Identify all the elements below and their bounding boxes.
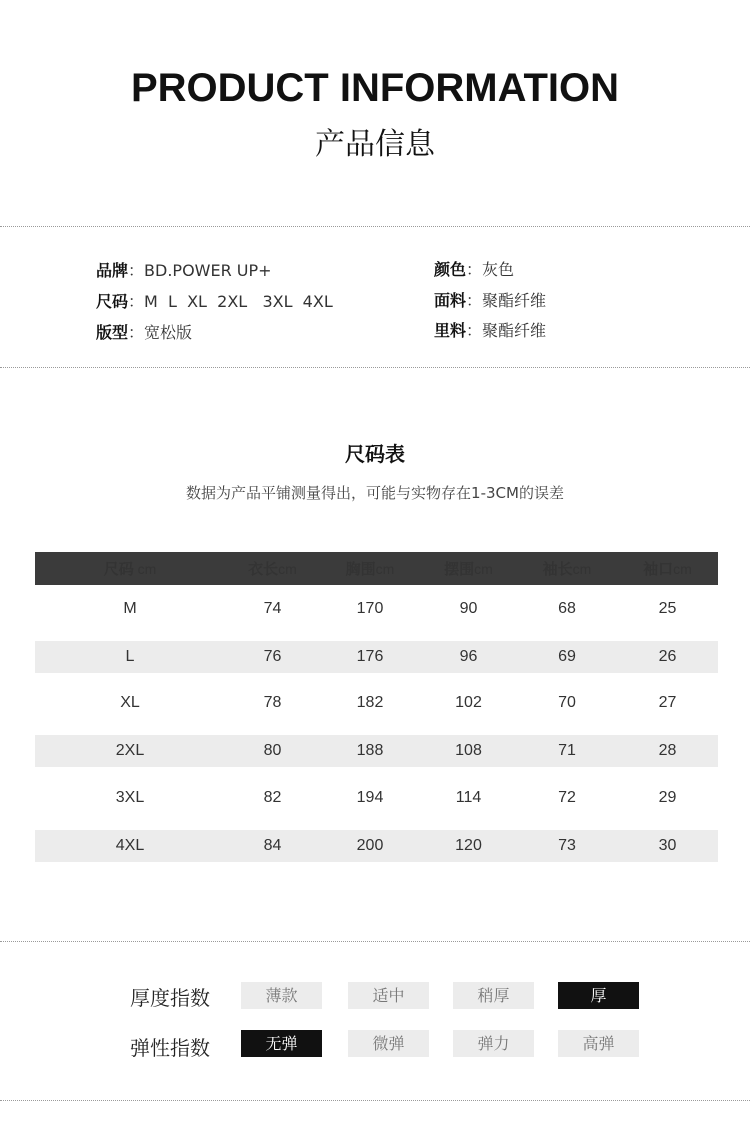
- cell-hem: 96: [459, 647, 478, 665]
- info-color-value: 灰色: [482, 260, 515, 279]
- info-sizes: [96, 289, 333, 312]
- cell-sleeve: 70: [558, 694, 576, 712]
- cell-size: M: [123, 599, 137, 617]
- cell-length: 80: [263, 742, 282, 759]
- info-sep: ：: [128, 261, 145, 280]
- thickness-option-medium: 适中: [348, 982, 429, 1009]
- divider-info: [0, 367, 750, 368]
- info-sizes-label: 尺码: [96, 292, 129, 311]
- cell-sleeve: 71: [558, 742, 576, 759]
- info-fabric-label: 面料: [434, 291, 467, 310]
- info-fit: [96, 320, 192, 343]
- cell-cuff: 27: [658, 694, 677, 712]
- info-sep: ：: [128, 292, 145, 311]
- cell-chest: 188: [356, 742, 384, 759]
- header-length: 衣长cm: [248, 561, 297, 578]
- table-row: [35, 774, 718, 822]
- cell-length: 84: [263, 836, 282, 854]
- cell-size: L: [125, 647, 135, 665]
- elasticity-option-slight: 微弹: [348, 1030, 429, 1057]
- info-fit-value: 宽松版: [144, 323, 193, 342]
- thickness-option-thick: 厚: [558, 982, 639, 1009]
- cell-size: XL: [120, 694, 140, 712]
- table-row: [35, 680, 718, 728]
- cell-sleeve: 68: [558, 599, 576, 617]
- elasticity-option-high: 高弹: [558, 1030, 639, 1057]
- divider-top: [0, 226, 750, 227]
- cell-length: 78: [263, 694, 282, 712]
- header-hem: 摆围cm: [444, 561, 493, 578]
- cell-size: 3XL: [115, 788, 145, 806]
- size-chart-note: 数据为产品平铺测量得出，可能与实物存在1-3CM的误差: [186, 484, 564, 502]
- cell-hem: 120: [455, 836, 482, 854]
- info-sizes-value: M L XL 2XL 3XL 4XL: [144, 292, 333, 311]
- title-chinese: 产品信息: [315, 127, 435, 162]
- size-table: [35, 552, 718, 869]
- header-cuff: 袖口cm: [643, 561, 692, 578]
- cell-length: 76: [263, 647, 282, 665]
- cell-length: 82: [263, 788, 282, 806]
- cell-chest: 170: [356, 599, 384, 617]
- header-chest: 胸围cm: [345, 561, 395, 578]
- thickness-index-label: 厚度指数: [130, 986, 210, 1010]
- info-brand-value: BD.POWER UP+: [144, 261, 272, 280]
- table-row: [35, 735, 718, 767]
- elasticity-option-stretch: 弹力: [453, 1030, 534, 1057]
- thickness-option-thin: 薄款: [241, 982, 322, 1009]
- cell-hem: 102: [455, 694, 482, 712]
- cell-hem: 90: [459, 599, 478, 617]
- cell-hem: 114: [455, 788, 482, 806]
- header-size: 尺码 cm: [103, 561, 157, 578]
- title-english: PRODUCT INFORMATION: [130, 66, 620, 110]
- elasticity-index-label: 弹性指数: [130, 1036, 210, 1060]
- cell-hem: 108: [455, 742, 482, 759]
- cell-chest: 182: [356, 694, 384, 712]
- cell-length: 74: [263, 599, 282, 617]
- elasticity-option-none: 无弹: [241, 1030, 322, 1057]
- info-brand: [96, 258, 272, 281]
- table-row: [35, 641, 718, 673]
- cell-size: 4XL: [115, 836, 145, 854]
- cell-chest: 194: [356, 788, 384, 806]
- info-sep: ：: [466, 260, 483, 279]
- info-color-label: 颜色: [434, 260, 467, 279]
- cell-cuff: 28: [658, 742, 677, 759]
- header-sleeve: 袖长cm: [542, 561, 592, 578]
- divider-chart: [0, 941, 750, 942]
- info-sep: ：: [466, 321, 483, 340]
- cell-sleeve: 73: [558, 836, 576, 854]
- table-row: [35, 830, 718, 862]
- info-sep: ：: [128, 323, 145, 342]
- cell-cuff: 29: [658, 788, 677, 806]
- size-chart-title: 尺码表: [345, 442, 405, 466]
- info-sep: ：: [466, 291, 483, 310]
- info-fit-label: 版型: [96, 323, 129, 342]
- info-fabric: [434, 288, 546, 311]
- info-color: [434, 257, 514, 280]
- info-lining-value: 聚酯纤维: [482, 321, 547, 340]
- cell-chest: 200: [356, 836, 384, 854]
- table-row: [35, 585, 718, 633]
- thickness-option-slightly-thick: 稍厚: [453, 982, 534, 1009]
- info-brand-label: 品牌: [96, 261, 129, 280]
- cell-size: 2XL: [115, 742, 145, 759]
- divider-bottom: [0, 1100, 750, 1101]
- cell-sleeve: 72: [558, 788, 576, 806]
- info-lining: [434, 318, 546, 341]
- cell-cuff: 30: [658, 836, 677, 854]
- cell-cuff: 25: [658, 599, 677, 617]
- cell-cuff: 26: [658, 647, 677, 665]
- info-fabric-value: 聚酯纤维: [482, 291, 547, 310]
- info-lining-label: 里料: [434, 321, 467, 340]
- cell-sleeve: 69: [558, 647, 576, 665]
- size-table-header: [35, 552, 718, 585]
- cell-chest: 176: [356, 647, 384, 665]
